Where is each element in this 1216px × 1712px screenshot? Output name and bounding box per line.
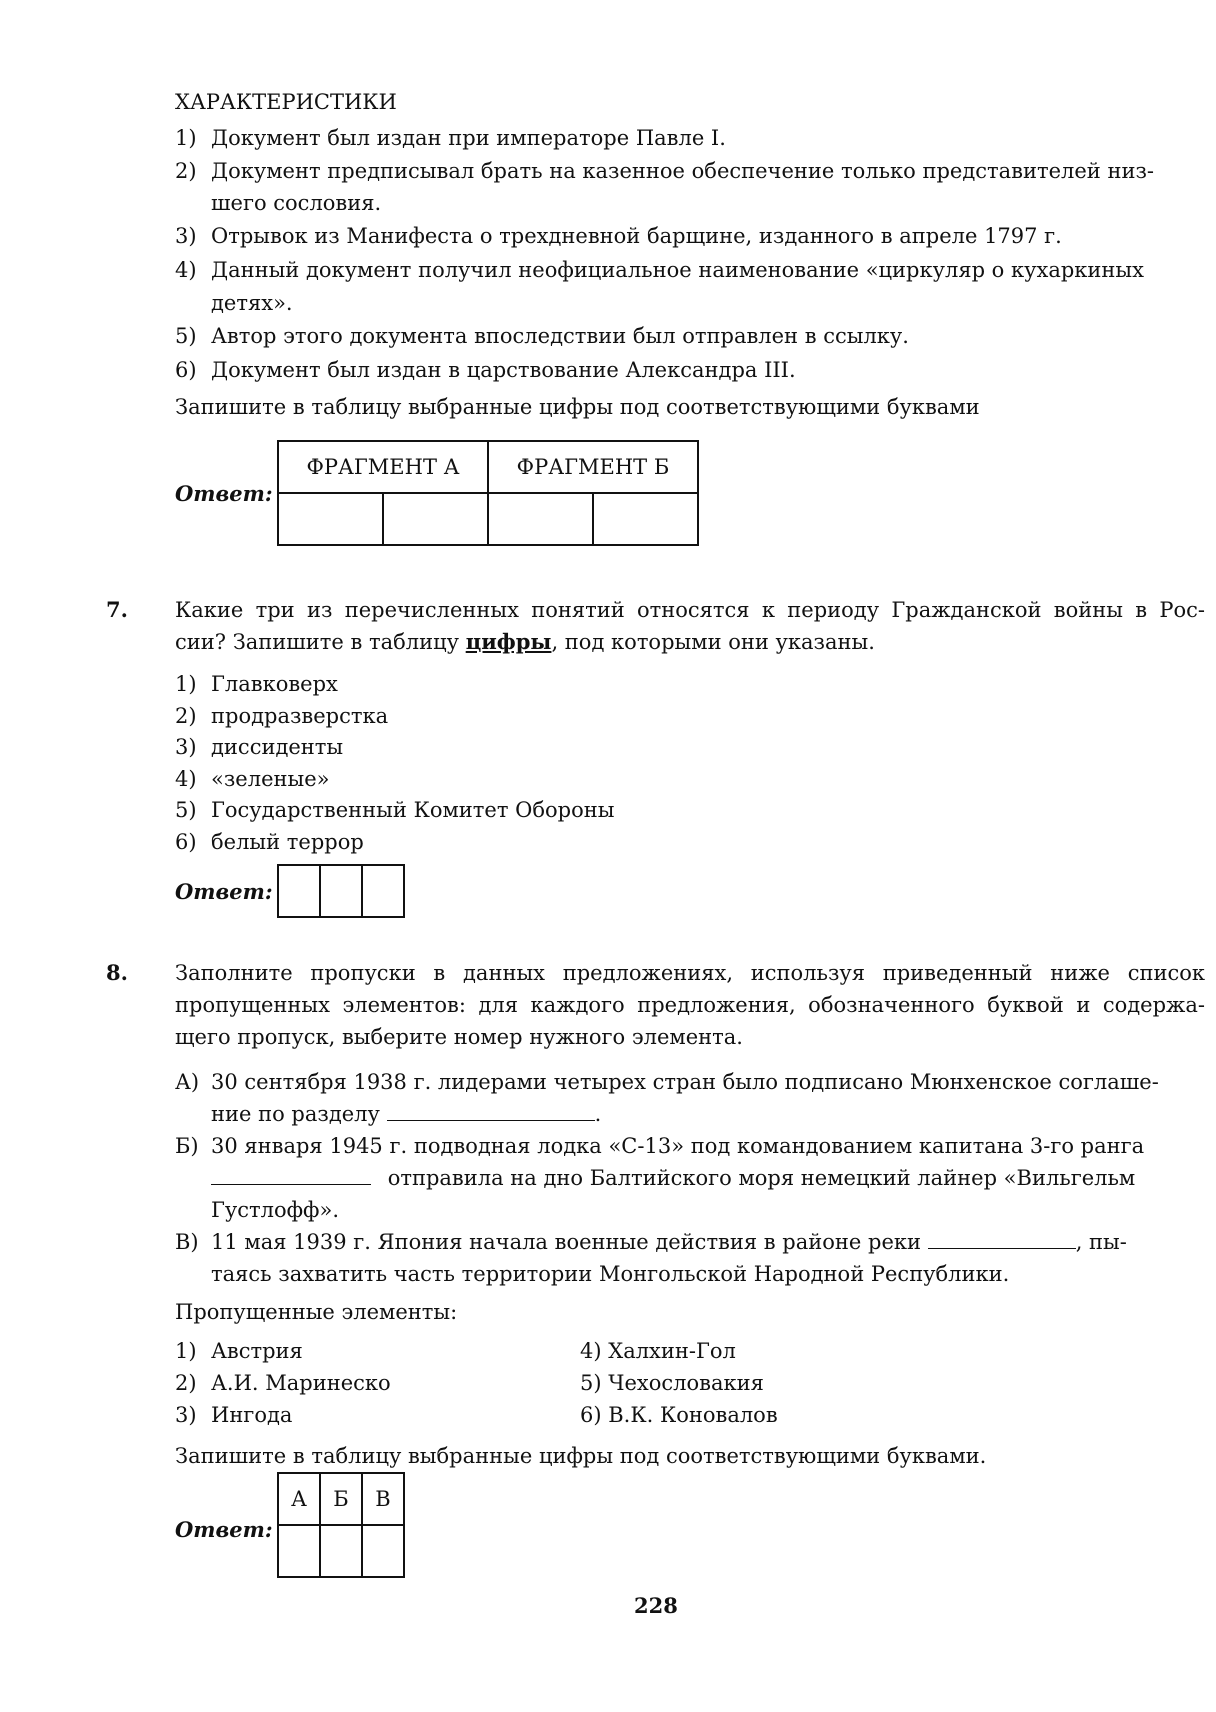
answer-label: Ответ:: [175, 879, 273, 904]
item-text: диссиденты: [211, 735, 344, 759]
list-item: [175, 731, 1205, 763]
list-item: [580, 1399, 778, 1431]
sentence-text: 30 января 1945 г. подводная лодка «С-13» под командованием капитана 3-го ранга: [211, 1134, 1145, 1158]
task-number: 7.: [106, 597, 128, 622]
item-text: Государственный Комитет Обороны: [211, 798, 615, 822]
item-number: 6): [580, 1403, 602, 1427]
list-item: [580, 1335, 736, 1367]
item-number: 4): [580, 1339, 602, 1363]
instruction-text: Запишите в таблицу выбранные цифры под соответствующими буквами.: [175, 1444, 987, 1468]
list-item: [175, 254, 1205, 286]
item-text: Халхин-Гол: [608, 1339, 736, 1363]
sentence-v: [175, 1226, 1205, 1258]
item-number: 2): [175, 159, 197, 183]
emphasis-word: цифры: [465, 629, 552, 654]
sentence-a: [175, 1066, 1205, 1098]
task-intro-line: пропущенных элементов: для каждого предложения, обозначенного буквой и содержа-: [175, 993, 1205, 1017]
item-text: Автор этого документа впоследствии был отправлен в ссылку.: [211, 324, 909, 348]
question-text: сии? Запишите в таблицу: [175, 630, 466, 654]
item-text: продразверстка: [211, 704, 389, 728]
item-number: 1): [175, 1339, 197, 1363]
sentence-text: , пы-: [1075, 1230, 1127, 1254]
gap-blank[interactable]: [928, 1226, 1076, 1249]
answer-cell[interactable]: [320, 865, 362, 917]
answer-table-fragments: [277, 440, 699, 546]
item-text: Документ был издан в царствование Александра III.: [211, 358, 796, 382]
answer-table-task7: [277, 864, 405, 918]
item-text-continuation: шего сословия.: [211, 191, 382, 215]
item-text: Ингода: [211, 1403, 293, 1427]
sentence-letter: Б): [175, 1134, 199, 1158]
answer-cell[interactable]: [320, 1525, 362, 1577]
answer-cell[interactable]: [278, 1525, 320, 1577]
item-text: Чехословакия: [608, 1371, 764, 1395]
table-header-v: В: [362, 1473, 404, 1525]
sentence-text: ние по разделу: [211, 1102, 380, 1126]
answer-cell[interactable]: [278, 493, 383, 545]
sentence-b-line2: [211, 1162, 1205, 1194]
table-header-fragment-b: ФРАГМЕНТ Б: [488, 441, 698, 493]
item-number: 3): [175, 1403, 197, 1427]
item-number: 6): [175, 830, 197, 854]
task-intro-line: Заполните пропуски в данных предложениях, используя приведенный ниже список: [175, 961, 1205, 985]
list-item: [175, 1367, 391, 1399]
item-number: 2): [175, 704, 197, 728]
item-text: Отрывок из Манифеста о трехдневной барщине, изданного в апреле 1797 г.: [211, 224, 1062, 248]
task-intro-line: щего пропуск, выберите номер нужного элемента.: [175, 1025, 743, 1049]
answer-label: Ответ:: [175, 481, 273, 506]
answer-cell[interactable]: [488, 493, 593, 545]
sentence-text: отправила на дно Балтийского моря немецкий лайнер «Вильгельм: [387, 1166, 1136, 1190]
list-item: [175, 354, 1205, 386]
item-text: В.К. Коновалов: [608, 1403, 778, 1427]
sentence-text: .: [594, 1102, 602, 1126]
item-text-continuation: детях».: [211, 291, 293, 315]
table-header-a: А: [278, 1473, 320, 1525]
instruction-text: Запишите в таблицу выбранные цифры под соответствующими буквами: [175, 395, 980, 419]
list-item: [175, 668, 1205, 700]
item-number: 5): [175, 324, 197, 348]
list-item: [175, 1399, 292, 1431]
list-item: [175, 700, 1205, 732]
list-item: [175, 1335, 303, 1367]
item-number: 4): [175, 767, 197, 791]
item-text: А.И. Маринеско: [211, 1371, 391, 1395]
item-text: Австрия: [211, 1339, 303, 1363]
sentence-text: 11 мая 1939 г. Япония начала военные действия в районе реки: [211, 1230, 921, 1254]
answer-cell[interactable]: [278, 865, 320, 917]
item-text: белый террор: [211, 830, 364, 854]
answer-cell[interactable]: [593, 493, 698, 545]
item-number: 3): [175, 735, 197, 759]
question-text: , под которыми они указаны.: [551, 630, 875, 654]
answer-table-task8: [277, 1472, 405, 1578]
sentence-letter: А): [175, 1070, 200, 1094]
item-text: Документ предписывал брать на казенное обеспечение только представителей низ-: [211, 159, 1154, 183]
list-item: [175, 155, 1205, 187]
sentence-text: Густлофф».: [211, 1198, 340, 1222]
sentence-letter: В): [175, 1230, 199, 1254]
sentence-b: [175, 1130, 1205, 1162]
item-number: 5): [175, 798, 197, 822]
sentence-text: 30 сентября 1938 г. лидерами четырех стран было подписано Мюнхенское соглаше-: [211, 1070, 1159, 1094]
item-number: 6): [175, 358, 197, 382]
answer-cell[interactable]: [362, 1525, 404, 1577]
gap-blank[interactable]: [211, 1162, 371, 1185]
item-text: «зеленые»: [211, 767, 330, 791]
item-number: 4): [175, 258, 197, 282]
task-question-line: Какие три из перечисленных понятий относятся к периоду Гражданской войны в Рос-: [175, 598, 1205, 622]
list-item: [580, 1367, 764, 1399]
table-header-b: Б: [320, 1473, 362, 1525]
page-number: 228: [634, 1593, 678, 1618]
answer-label: Ответ:: [175, 1517, 273, 1542]
list-item: [175, 122, 1205, 154]
sentence-a-line2: [211, 1098, 1216, 1130]
answer-cell[interactable]: [383, 493, 488, 545]
list-item: [175, 320, 1205, 352]
answer-cell[interactable]: [362, 865, 404, 917]
characteristics-heading: ХАРАКТЕРИСТИКИ: [175, 90, 397, 114]
list-item: [175, 826, 1205, 858]
list-item: [175, 763, 1205, 795]
task-question-line: [175, 626, 1205, 658]
task-number: 8.: [106, 960, 128, 985]
item-number: 5): [580, 1371, 602, 1395]
gap-blank[interactable]: [387, 1098, 595, 1121]
item-number: 3): [175, 224, 197, 248]
sentence-text: таясь захватить часть территории Монгольской Народной Республики.: [211, 1262, 1010, 1286]
item-text: Главковерх: [211, 672, 338, 696]
item-number: 1): [175, 126, 197, 150]
elements-heading: Пропущенные элементы:: [175, 1300, 458, 1324]
item-number: 2): [175, 1371, 197, 1395]
item-text: Документ был издан при императоре Павле I.: [211, 126, 726, 150]
item-number: 1): [175, 672, 197, 696]
item-text: Данный документ получил неофициальное наименование «циркуляр о кухаркиных: [211, 258, 1144, 282]
table-header-fragment-a: ФРАГМЕНТ А: [278, 441, 488, 493]
list-item: [175, 220, 1205, 252]
list-item: [175, 794, 1205, 826]
